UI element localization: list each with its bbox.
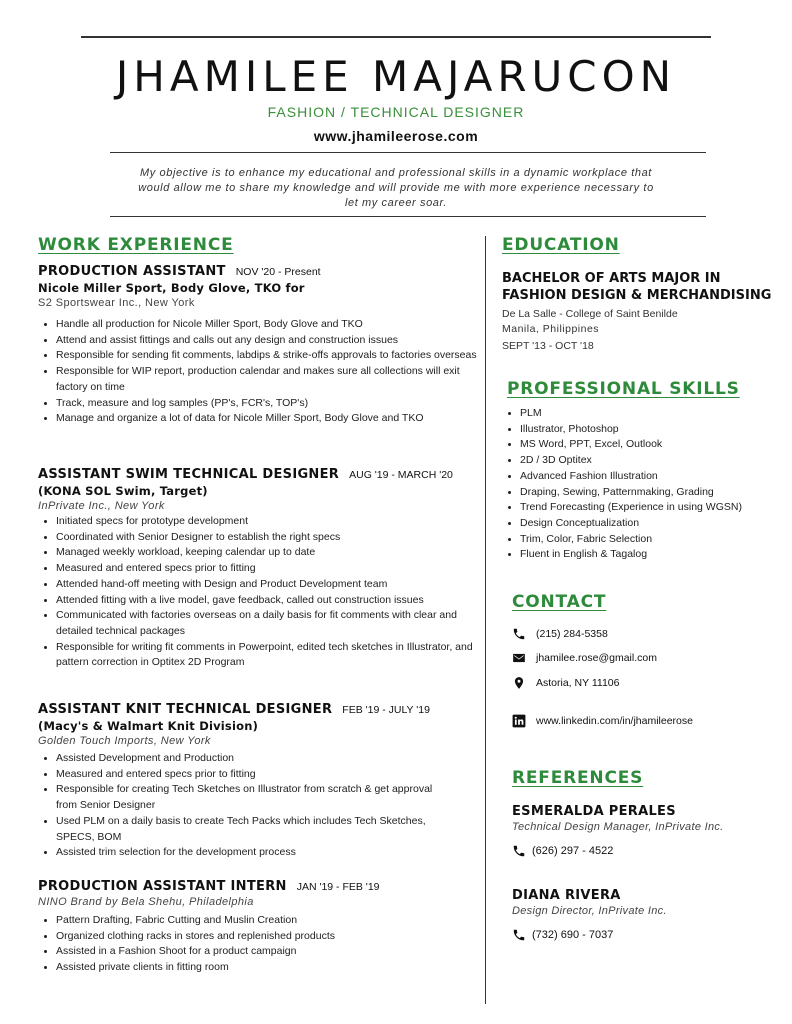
job-title-heading — [38, 879, 478, 894]
column-divider — [485, 236, 486, 1004]
skill-item: • Trim, Color, Fabric Selection — [520, 532, 790, 548]
job-date: FEB '19 - JULY '19 — [342, 704, 430, 716]
job-title: ASSISTANT KNIT TECHNICAL DESIGNER — [38, 702, 333, 717]
work-experience-heading: WORK EXPERIENCE — [38, 235, 234, 255]
job-title-heading — [38, 467, 478, 482]
contact-email[interactable] — [512, 651, 657, 665]
candidate-title: FASHION / TECHNICAL DESIGNER — [267, 104, 525, 120]
bullet: • Assisted private clients in fitting room — [56, 960, 478, 976]
skill-item: • Draping, Sewing, Patternmaking, Grading — [520, 485, 790, 501]
job-title: PRODUCTION ASSISTANT INTERN — [38, 879, 287, 894]
skill-item: • Trend Forecasting (Experience in using WGSN) — [520, 500, 790, 516]
job-subtitle: (Macy's & Walmart Knit Division) — [38, 719, 259, 733]
email-icon — [512, 651, 526, 665]
contact-phone[interactable] — [512, 627, 608, 641]
contact-phone-text: (215) 284-5358 — [536, 628, 608, 640]
skill-item: • 2D / 3D Optitex — [520, 453, 790, 469]
bullet: • Measured and entered specs prior to fitting — [56, 561, 478, 577]
bullet: • Coordinated with Senior Designer to establish the right specs — [56, 530, 478, 546]
reference-phone[interactable] — [512, 928, 782, 942]
bullet: • Responsible for sending fit comments, labdips & strike-offs approvals to factories overseas — [56, 348, 478, 364]
reference-phone[interactable] — [512, 844, 782, 858]
job-2 — [38, 467, 478, 671]
skill-item: • PLM — [520, 406, 790, 422]
reference-title: Technical Design Manager, InPrivate Inc. — [512, 821, 724, 833]
candidate-name: JHAMILEE MAJARUCON — [115, 52, 677, 101]
education-heading: EDUCATION — [502, 235, 620, 255]
header-rule — [110, 152, 706, 153]
degree-line-1: BACHELOR OF ARTS MAJOR IN — [502, 271, 721, 286]
linkedin-icon — [512, 714, 526, 728]
reference-name: DIANA RIVERA — [512, 888, 621, 903]
phone-icon — [512, 844, 526, 858]
objective-text: My objective is to enhance my educational and professional skills in a dynamic workplace that would allow me to share my knowledge and will provide me with more experience necessary to let my career soar. — [138, 167, 654, 209]
contact-email-text: jhamilee.rose@gmail.com — [536, 652, 657, 664]
reference-phone-text: (732) 690 - 7037 — [532, 929, 614, 941]
skill-item: • Advanced Fashion Illustration — [520, 469, 790, 485]
reference-title: Design Director, InPrivate Inc. — [512, 905, 667, 917]
bullet: • Track, measure and log samples (PP's, FCR's, TOP's) — [56, 396, 478, 412]
contact-heading: CONTACT — [512, 592, 607, 612]
reference-name: ESMERALDA PERALES — [512, 804, 676, 819]
bullet: • Measured and entered specs prior to fitting — [56, 767, 456, 783]
skill-item: • Illustrator, Photoshop — [520, 422, 790, 438]
degree-line-2: FASHION DESIGN & MERCHANDISING — [502, 288, 772, 303]
bullet: • Assisted in a Fashion Shoot for a product campaign — [56, 944, 478, 960]
job-bullets — [38, 913, 478, 976]
job-company: Golden Touch Imports, New York — [38, 735, 211, 747]
reference-1 — [512, 804, 782, 858]
job-bullets — [38, 514, 478, 671]
job-4 — [38, 879, 478, 976]
school-name: De La Salle - College of Saint Benilde — [502, 308, 678, 320]
professional-skills-heading: PROFESSIONAL SKILLS — [507, 379, 740, 399]
skill-item: • Fluent in English & Tagalog — [520, 547, 790, 563]
job-subtitle: (KONA SOL Swim, Target) — [38, 484, 208, 498]
bullet: • Pattern Drafting, Fabric Cutting and Muslin Creation — [56, 913, 478, 929]
phone-icon — [512, 928, 526, 942]
contact-linkedin[interactable] — [512, 714, 693, 728]
job-subtitle: Nicole Miller Sport, Body Glove, TKO for — [38, 281, 305, 295]
reference-2 — [512, 888, 782, 942]
bullet: • Responsible for writing fit comments in Powerpoint, edited tech sketches in Illustrator, and pattern correction in Optitex 2D Program — [56, 640, 478, 671]
job-title: ASSISTANT SWIM TECHNICAL DESIGNER — [38, 467, 340, 482]
contact-linkedin-text: www.linkedin.com/in/jhamileerose — [536, 715, 693, 727]
skill-item: • Design Conceptualization — [520, 516, 790, 532]
job-bullets — [38, 751, 456, 861]
bullet: • Initiated specs for prototype development — [56, 514, 478, 530]
contact-address — [512, 676, 619, 690]
bullet: • Communicated with factories overseas on a daily basis for fit comments with clear and detailed technical packages — [56, 608, 478, 639]
job-company: InPrivate Inc., New York — [38, 500, 165, 512]
job-date: AUG '19 - MARCH '20 — [349, 469, 453, 481]
bullet: • Used PLM on a daily basis to create Tech Packs which includes Tech Sketches, SPECS, BOM — [56, 814, 456, 845]
bullet: • Responsible for creating Tech Sketches on Illustrator from scratch & get approval from Senior Designer — [56, 782, 456, 813]
bullet: • Assisted Development and Production — [56, 751, 456, 767]
job-company: S2 Sportswear Inc., New York — [38, 297, 195, 309]
job-title-heading — [38, 702, 478, 717]
bullet: • Assisted trim selection for the development process — [56, 845, 456, 861]
job-bullets — [38, 317, 478, 427]
job-title: PRODUCTION ASSISTANT — [38, 264, 226, 279]
bullet: • Attend and assist fittings and calls out any design and construction issues — [56, 333, 478, 349]
bullet: • Attended hand-off meeting with Design and Product Development team — [56, 577, 478, 593]
job-date: JAN '19 - FEB '19 — [296, 881, 380, 893]
website-link[interactable]: www.jhamileerose.com — [313, 128, 479, 144]
objective-rule — [110, 216, 706, 217]
bullet: • Managed weekly workload, keeping calendar up to date — [56, 545, 478, 561]
bullet: • Manage and organize a lot of data for Nicole Miller Sport, Body Glove and TKO — [56, 411, 478, 427]
skill-item: • MS Word, PPT, Excel, Outlook — [520, 437, 790, 453]
bullet: • Attended fitting with a live model, gave feedback, called out construction issues — [56, 593, 478, 609]
education-dates: SEPT '13 - OCT '18 — [502, 340, 594, 352]
bullet: • Organized clothing racks in stores and replenished products — [56, 929, 478, 945]
contact-address-text: Astoria, NY 11106 — [536, 677, 620, 689]
bullet: • Handle all production for Nicole Miller Sport, Body Glove and TKO — [56, 317, 478, 333]
references-heading: REFERENCES — [512, 768, 644, 788]
job-company: NINO Brand by Bela Shehu, Philadelphia — [38, 896, 254, 908]
school-location: Manila, Philippines — [502, 323, 600, 335]
job-title-heading — [38, 264, 478, 279]
job-date: NOV '20 - Present — [235, 266, 321, 278]
skills-list — [502, 406, 790, 563]
location-pin-icon — [512, 676, 526, 690]
bullet: • Responsible for WIP report, production calendar and makes sure all collections will exit factory on time — [56, 364, 478, 395]
phone-icon — [512, 627, 526, 641]
job-1 — [38, 264, 478, 427]
education-block — [502, 270, 772, 354]
reference-phone-text: (626) 297 - 4522 — [532, 845, 614, 857]
top-rule — [81, 36, 711, 38]
job-3 — [38, 702, 478, 861]
